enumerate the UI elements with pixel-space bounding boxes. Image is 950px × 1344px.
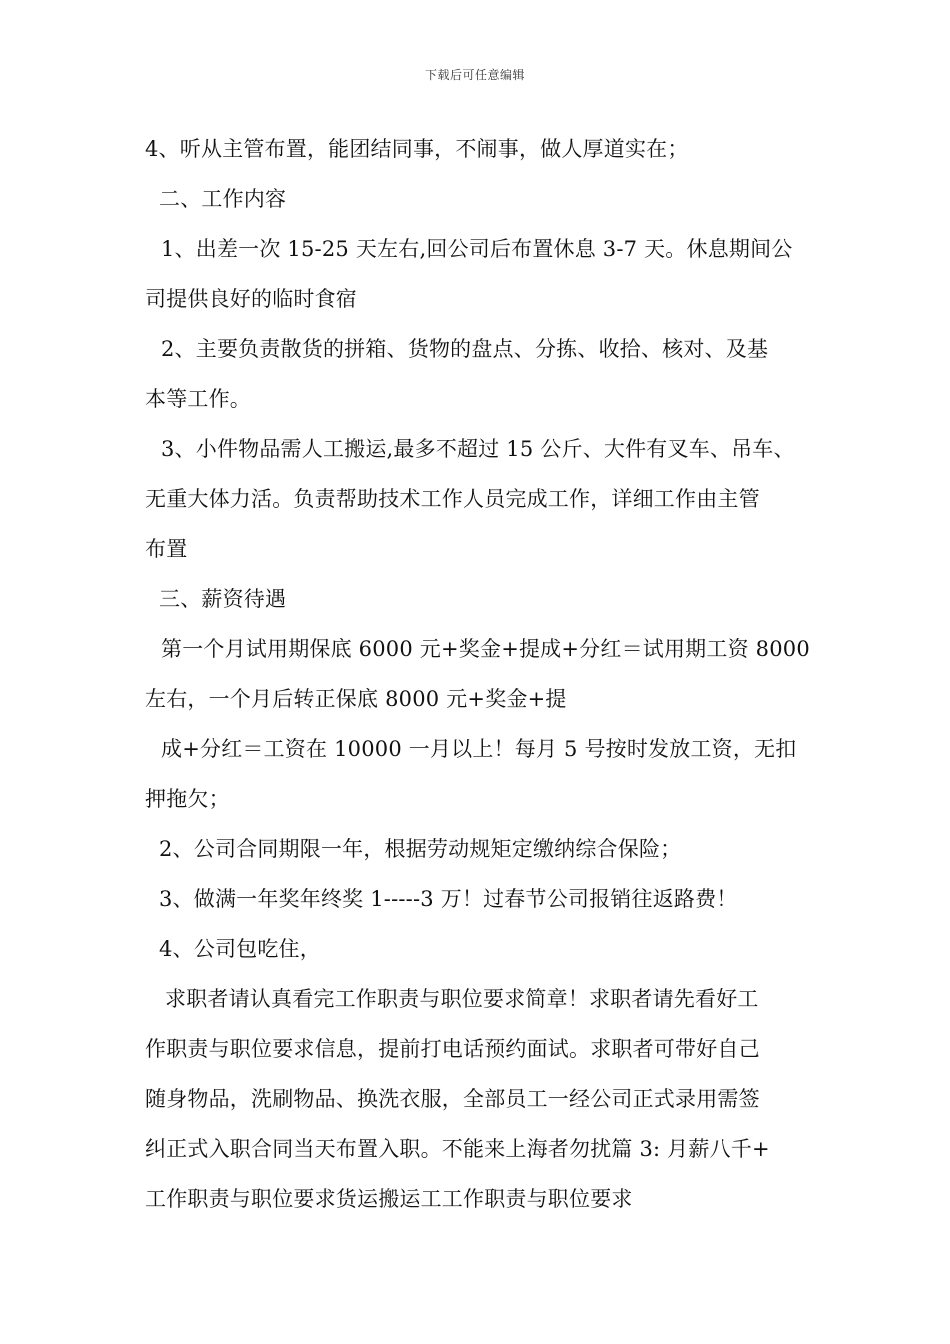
paragraph-line: 成+分红＝工资在 10000 一月以上！每月 5 号按时发放工资，无扣 <box>161 737 797 761</box>
section-heading-salary: 三、薪资待遇 <box>159 587 287 611</box>
section-heading-work-content: 二、工作内容 <box>159 187 287 211</box>
paragraph-line: 布置 <box>145 537 188 561</box>
paragraph-line: 押拖欠； <box>145 787 230 811</box>
paragraph-line: 左右，一个月后转正保底 8000 元+奖金+提 <box>145 687 567 711</box>
paragraph-line: 随身物品，洗刷物品、换洗衣服，全部员工一经公司正式录用需签 <box>145 1087 760 1111</box>
paragraph-line: 4、听从主管布置，能团结同事，不闹事，做人厚道实在； <box>145 137 689 161</box>
paragraph-line: 工作职责与职位要求货运搬运工工作职责与职位要求 <box>145 1187 633 1211</box>
page-header: 下载后可任意编辑 <box>424 68 525 82</box>
paragraph-line: 作职责与职位要求信息，提前打电话预约面试。求职者可带好自己 <box>145 1037 760 1061</box>
paragraph-line: 4、公司包吃住， <box>159 937 321 961</box>
paragraph-line: 3、小件物品需人工搬运,最多不超过 15 公斤、大件有叉车、吊车、 <box>161 437 795 461</box>
paragraph-line: 本等工作。 <box>145 387 251 411</box>
paragraph-line: 求职者请认真看完工作职责与职位要求简章！求职者请先看好工 <box>165 987 759 1011</box>
paragraph-line: 纠正式入职合同当天布置入职。不能来上海者勿扰篇 3: 月薪八千+ <box>145 1137 770 1161</box>
paragraph-line: 2、主要负责散货的拼箱、货物的盘点、分拣、收拾、核对、及基 <box>161 337 769 361</box>
paragraph-line: 司提供良好的临时食宿 <box>145 287 357 311</box>
paragraph-line: 2、公司合同期限一年，根据劳动规矩定缴纳综合保险； <box>159 837 682 861</box>
paragraph-line: 3、做满一年奖年终奖 1-----3 万！过春节公司报销往返路费！ <box>159 887 738 911</box>
paragraph-line: 第一个月试用期保底 6000 元+奖金+提成+分红＝试用期工资 8000 <box>161 637 810 661</box>
paragraph-line: 无重大体力活。负责帮助技术工作人员完成工作，详细工作由主管 <box>145 487 760 511</box>
paragraph-line: 1、出差一次 15-25 天左右,回公司后布置休息 3-7 天。休息期间公 <box>161 237 793 261</box>
document-body <box>145 124 815 1224</box>
